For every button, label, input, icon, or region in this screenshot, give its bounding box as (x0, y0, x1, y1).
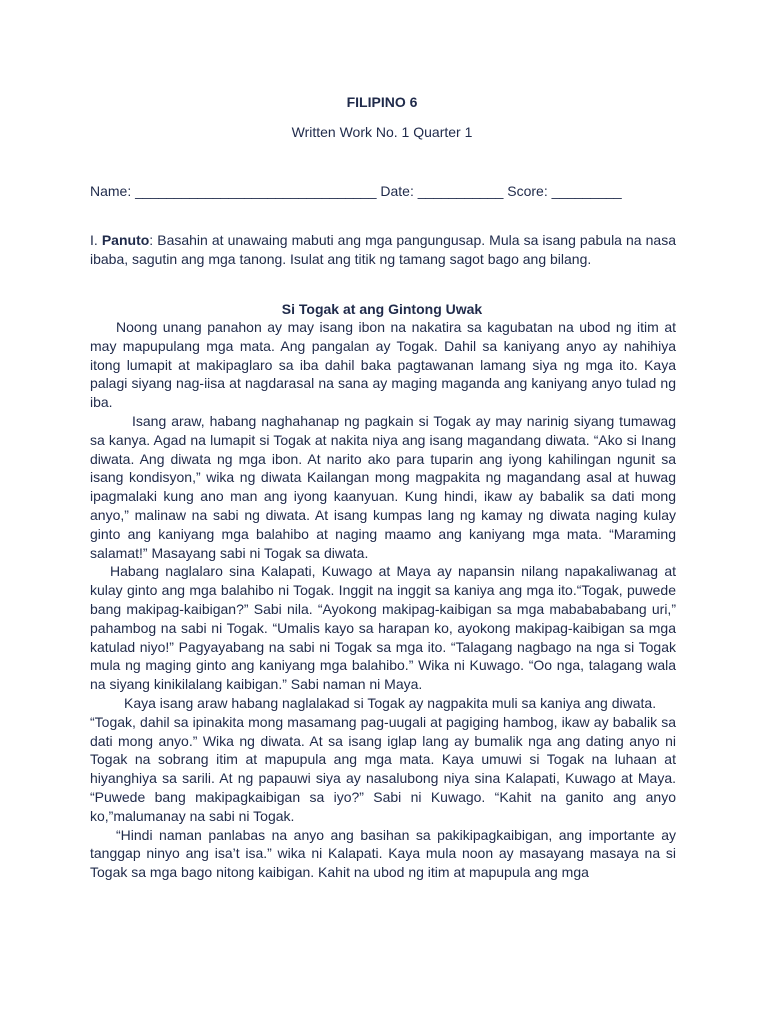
instructions-label: Panuto (101, 232, 150, 248)
instructions (90, 231, 676, 268)
student-info-fields: Name: _______________________________ Date: ___________ Score: _________ (90, 183, 622, 199)
instructions-number: I. (90, 232, 98, 248)
page-subtitle: Written Work No. 1 Quarter 1 (291, 124, 473, 140)
instructions-text: : Basahin at unawaing mabuti ang mga pangungusap. Mula sa isang pabula na nasa ibaba, sagutin ang mga tanong. Isulat ang titik ng tamang sagot bago ang bilang. (90, 232, 676, 267)
story-paragraph: “Togak, dahil sa ipinakita mong masamang pag-uugali at pagiging hambog, ikaw ay babalik sa dati mong anyo.” Wika ng diwata. At sa isang iglap lang ay bumalik nga ang dating anyo ni Togak na sobrang itim at mapupula ang mga mata. Kaya umuwi si Togak na luhaan at hiyanghiya sa sarili. At ng papauwi siya ay nasalubong niya sina Kalapati, Kuwago at Maya. “Puwede bang makipagkaibigan sa iyo?” Sabi ni Kuwago. “Kahit na ganito ang anyo ko,”malumanay na sabi ni Togak. (90, 713, 676, 824)
story-paragraph: Kaya isang araw habang naglalakad si Togak ay nagpakita muli sa kaniya ang diwata. (124, 694, 657, 711)
page-title: FILIPINO 6 (346, 94, 418, 110)
story-paragraph: Isang araw, habang naghahanap ng pagkain si Togak ay may narinig siyang tumawag sa kanya. Agad na lumapit si Togak at nakita niya ang isang magandang diwata. “Ako si Inang diwata. Ang diwata ng mga ibon. At narito ako para tuparin ang iyong kahilingan ngunit sa isang kondisyon,” wika ng diwata Kailangan mong magpakita ng magandang asal at huwag ipagmalaki kung ano man ang iyong kaanyuan. Kung hindi, ikaw ay babalik sa dati mong anyo,” malinaw na sabi ng diwata. At isang kumpas lang ng kamay ng diwata naging kulay ginto ang kaniyang mga balahibo at naging maamo ang kaniyang mga mata. “Maraming salamat!” Masayang sabi ni Togak sa diwata. (90, 412, 676, 561)
story-body (90, 318, 676, 882)
story-title: Si Togak at ang Gintong Uwak (281, 301, 483, 317)
story-paragraph: Habang naglalaro sina Kalapati, Kuwago at Maya ay napansin nilang napakaliwanag at kulay ginto ang mga balahibo ni Togak. Inggit na inggit sa kaniya ang mga ito.“Togak, puwede bang makipag-kaibigan?” Sabi nila. “Ayokong makipag-kaibigan sa mga mababababang uri,” pahambog na sabi ni Togak. “Umalis kayo sa harapan ko, ayokong makipag-kaibigan sa mga katulad niyo!” Pagyayabang na sabi ni Togak sa mga ito. “Talagang nagbago na nga si Togak mula ng maging ginto ang kaniyang mga balahibo.” Wika ni Kuwago. “Oo nga, talagang wala na siyang kinikilalang kaibigan.” Sabi naman ni Maya. (90, 563, 676, 693)
story-paragraph: “Hindi naman panlabas na anyo ang basihan sa pakikipagkaibigan, ang importante ay tanggap ninyo ang isa’t isa.” wika ni Kalapati. Kaya mula noon ay masayang masaya na si Togak sa mga bago nitong kaibigan. Kahit na ubod ng itim at mapupula ang mga (90, 826, 676, 881)
story-paragraph: Noong unang panahon ay may isang ibon na nakatira sa kagubatan na ubod ng itim at may mapupulang mga mata. Ang pangalan ay Togak. Dahil sa kaniyang anyo ay nahihiya itong lumapit at makipaglaro sa iba dahil baka pagtawanan lamang siya ng mga ito. Kaya palagi siyang nag-iisa at nagdarasal na sana ay maging maganda ang kaniyang anyo tulad ng iba. (90, 319, 676, 411)
